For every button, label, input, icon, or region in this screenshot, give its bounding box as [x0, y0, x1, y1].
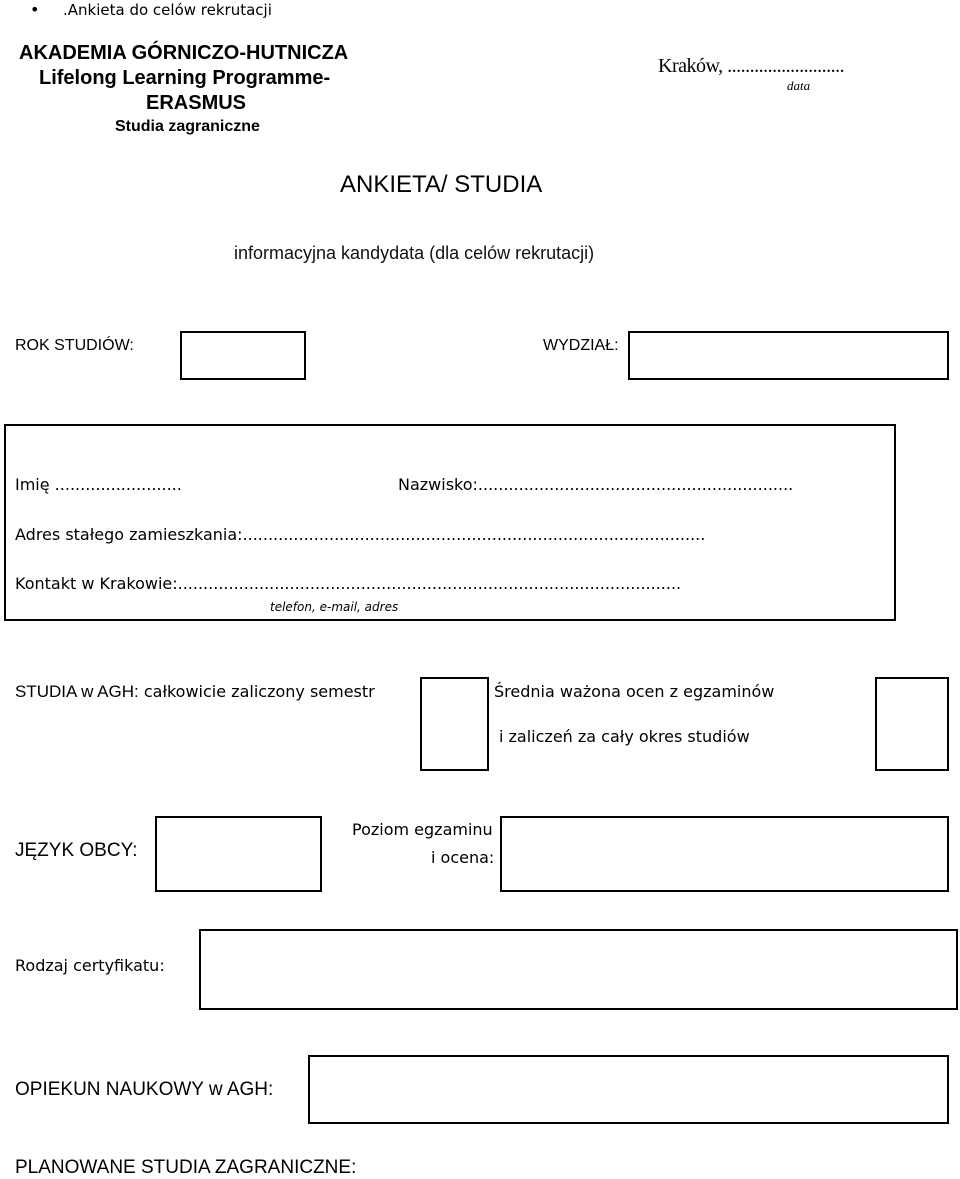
nazwisko-field[interactable]: Nazwisko:.............................................................. — [398, 475, 794, 494]
jezyk-obcy-field[interactable] — [155, 816, 322, 892]
kontakt-caption: telefon, e-mail, adres — [270, 600, 399, 614]
poziom-label-line1: Poziom egzaminu — [352, 820, 493, 839]
studia-agh-label-bold: STUDIA w AGH: — [15, 682, 139, 701]
adres-field[interactable]: Adres stałego zamieszkania:........................................................................................... — [15, 525, 706, 544]
certyfikat-label: Rodzaj certyfikatu: — [15, 956, 165, 975]
poziom-label-line2: i ocena: — [431, 848, 495, 867]
programme-erasmus: ERASMUS — [146, 92, 247, 114]
page-title: ANKIETA/ STUDIA — [340, 171, 543, 198]
studia-agh-label-rest: całkowicie zaliczony semestr — [138, 682, 375, 701]
date-caption: data — [787, 78, 811, 93]
opiekun-field[interactable] — [308, 1055, 949, 1124]
city-date-field[interactable]: Kraków, .......................... — [658, 55, 845, 77]
department-name: Studia zagraniczne — [115, 118, 260, 135]
rok-studiow-field[interactable] — [180, 331, 306, 380]
bullet-icon: • — [30, 0, 40, 19]
kontakt-field[interactable]: Kontakt w Krakowie:................................................................................................... — [15, 574, 682, 593]
srednia-field[interactable] — [875, 677, 949, 771]
programme-name: Lifelong Learning Programme- — [39, 67, 331, 89]
document-heading: .Ankieta do celów rekrutacji — [63, 1, 272, 19]
opiekun-label: OPIEKUN NAUKOWY w AGH: — [15, 1079, 274, 1100]
rok-studiow-label: ROK STUDIÓW: — [15, 337, 134, 354]
wydzial-label: WYDZIAŁ: — [543, 337, 619, 354]
poziom-field[interactable] — [500, 816, 949, 892]
srednia-label-line1: Średnia ważona ocen z egzaminów — [494, 682, 775, 701]
certyfikat-field[interactable] — [199, 929, 958, 1010]
university-name: AKADEMIA GÓRNICZO-HUTNICZA — [19, 42, 349, 64]
wydzial-field[interactable] — [628, 331, 949, 380]
studia-agh-label — [15, 682, 375, 702]
page-subtitle: informacyjna kandydata (dla celów rekrutacji) — [234, 243, 595, 263]
srednia-label-line2: i zaliczeń za cały okres studiów — [499, 727, 750, 746]
imie-field[interactable]: Imię ......................... — [15, 475, 182, 494]
planowane-label: PLANOWANE STUDIA ZAGRANICZNE: — [15, 1157, 357, 1178]
jezyk-obcy-label: JĘZYK OBCY: — [15, 840, 138, 861]
semestr-field[interactable] — [420, 677, 489, 771]
